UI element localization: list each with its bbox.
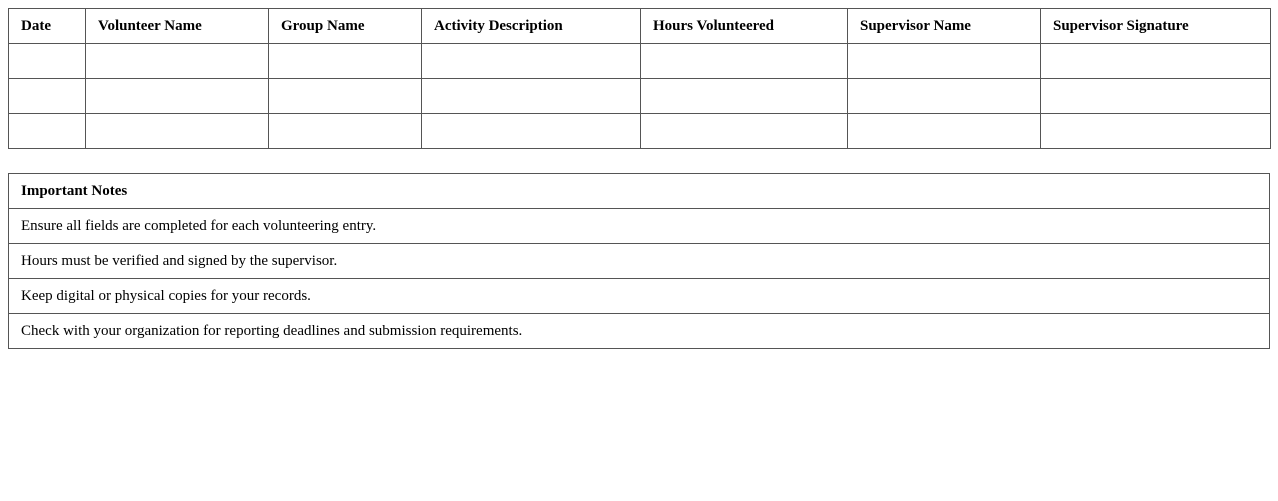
table-cell[interactable] [422, 114, 641, 149]
table-cell[interactable] [422, 44, 641, 79]
note-item: Hours must be verified and signed by the supervisor. [9, 244, 1270, 279]
table-cell[interactable] [1041, 79, 1271, 114]
column-header-volunteer-name: Volunteer Name [86, 9, 269, 44]
note-row [9, 244, 1270, 279]
table-cell[interactable] [86, 44, 269, 79]
table-cell[interactable] [9, 44, 86, 79]
table-row [9, 114, 1271, 149]
column-header-hours-volunteered: Hours Volunteered [641, 9, 848, 44]
table-cell[interactable] [269, 79, 422, 114]
table-cell[interactable] [86, 114, 269, 149]
volunteer-log-table [8, 8, 1271, 149]
table-cell[interactable] [848, 114, 1041, 149]
table-cell[interactable] [1041, 44, 1271, 79]
note-row [9, 279, 1270, 314]
table-cell[interactable] [422, 79, 641, 114]
table-cell[interactable] [9, 79, 86, 114]
table-cell[interactable] [641, 79, 848, 114]
table-row [9, 44, 1271, 79]
important-notes-table [8, 173, 1270, 349]
table-cell[interactable] [641, 114, 848, 149]
column-header-activity-description: Activity Description [422, 9, 641, 44]
note-item: Check with your organization for reporting deadlines and submission requirements. [9, 314, 1270, 349]
column-header-supervisor-name: Supervisor Name [848, 9, 1041, 44]
column-header-date: Date [9, 9, 86, 44]
column-header-supervisor-signature: Supervisor Signature [1041, 9, 1271, 44]
note-row [9, 209, 1270, 244]
document-body [8, 8, 1270, 349]
table-cell[interactable] [848, 79, 1041, 114]
table-cell[interactable] [269, 114, 422, 149]
table-cell[interactable] [269, 44, 422, 79]
table-cell[interactable] [86, 79, 269, 114]
table-cell[interactable] [848, 44, 1041, 79]
note-item: Ensure all fields are completed for each volunteering entry. [9, 209, 1270, 244]
table-cell[interactable] [9, 114, 86, 149]
note-item: Keep digital or physical copies for your records. [9, 279, 1270, 314]
table-cell[interactable] [1041, 114, 1271, 149]
note-row [9, 314, 1270, 349]
table-cell[interactable] [641, 44, 848, 79]
table-header-row [9, 9, 1271, 44]
column-header-group-name: Group Name [269, 9, 422, 44]
table-row [9, 79, 1271, 114]
notes-header-row [9, 174, 1270, 209]
notes-heading: Important Notes [9, 174, 1270, 209]
